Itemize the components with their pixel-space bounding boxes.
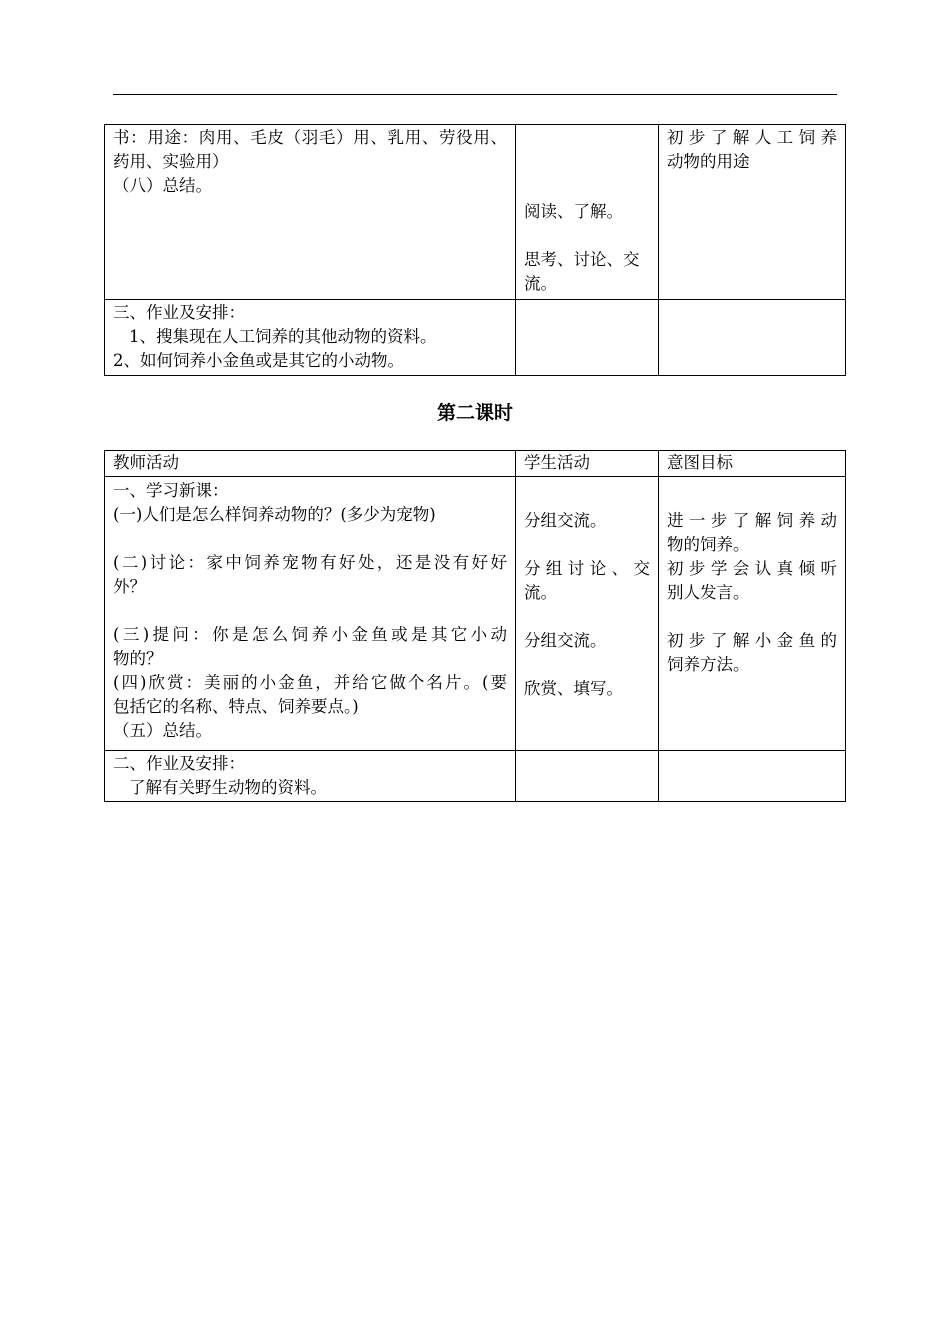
goal-cell — [659, 477, 846, 751]
teacher-activity-cell — [105, 125, 516, 300]
teacher-activity-cell — [105, 477, 516, 751]
text-line: (四)欣赏：美丽的小金鱼，并给它做个名片。(要 — [113, 673, 507, 692]
text-line: 2、如何饲养小金鱼或是其它的小动物。 — [113, 351, 404, 370]
table-row — [105, 125, 846, 300]
table-row — [105, 477, 846, 751]
section-title: 第二课时 — [436, 402, 513, 424]
text-line: 三、作业及安排： — [113, 303, 245, 322]
text-line: 饲养方法。 — [667, 655, 750, 674]
text-line: 药用、实验用） — [113, 152, 229, 171]
text-line: 欣赏、填写。 — [524, 679, 623, 698]
text-line: 进一步了解饲养动 — [667, 511, 837, 530]
text-line: 一、学习新课： — [113, 481, 229, 500]
text-line: （五）总结。 — [113, 721, 212, 740]
text-line: 别人发言。 — [667, 583, 750, 602]
text-line: 初步学会认真倾听 — [667, 559, 837, 578]
goal-cell — [659, 300, 846, 376]
text-line: 物的？ — [113, 649, 163, 668]
text-line: 分组讨论、交 — [524, 559, 650, 578]
text-line: (三)提问：你是怎么饲养小金鱼或是其它小动 — [113, 625, 507, 644]
text-line: 物的饲养。 — [667, 535, 750, 554]
text-line: （八）总结。 — [113, 176, 212, 195]
text-line: 思考、讨论、交 — [524, 250, 640, 269]
table-row — [105, 751, 846, 802]
text-line: 二、作业及安排： — [113, 754, 245, 773]
text-line: 书：用途：肉用、毛皮（羽毛）用、乳用、劳役用、 — [113, 128, 507, 147]
text-line: 流。 — [524, 583, 557, 602]
text-line: 分组交流。 — [524, 511, 607, 530]
lesson-table-part2 — [104, 450, 846, 802]
text-line: (一)人们是怎么样饲养动物的？(多少为宠物) — [113, 505, 436, 524]
table-header-row — [105, 451, 846, 477]
table-row — [105, 300, 846, 376]
header-teacher-activity: 教师活动 — [105, 451, 516, 477]
text-line: 动物的用途 — [667, 152, 750, 171]
text-line: 分组交流。 — [524, 631, 607, 650]
student-activity-cell — [516, 751, 659, 802]
text-line: 外？ — [113, 577, 146, 596]
header-rule — [113, 94, 837, 95]
text-line: 1、搜集现在人工饲养的其他动物的资料。 — [129, 327, 437, 346]
header-goal: 意图目标 — [659, 451, 846, 477]
text-line: (二)讨论：家中饲养宠物有好处，还是没有好好 — [113, 553, 507, 572]
student-activity-cell — [516, 300, 659, 376]
goal-cell — [659, 751, 846, 802]
text-line: 流。 — [524, 274, 557, 293]
goal-cell — [659, 125, 846, 300]
teacher-activity-cell — [105, 751, 516, 802]
teacher-activity-cell — [105, 300, 516, 376]
text-line: 初步了解人工饲养 — [667, 128, 837, 147]
text-line: 初步了解小金鱼的 — [667, 631, 837, 650]
text-line: 阅读、了解。 — [524, 202, 623, 221]
text-line: 了解有关野生动物的资料。 — [129, 778, 327, 797]
text-line: 包括它的名称、特点、饲养要点。) — [113, 697, 359, 716]
student-activity-cell — [516, 477, 659, 751]
student-activity-cell — [516, 125, 659, 300]
lesson-table-part1 — [104, 124, 846, 376]
header-student-activity: 学生活动 — [516, 451, 659, 477]
